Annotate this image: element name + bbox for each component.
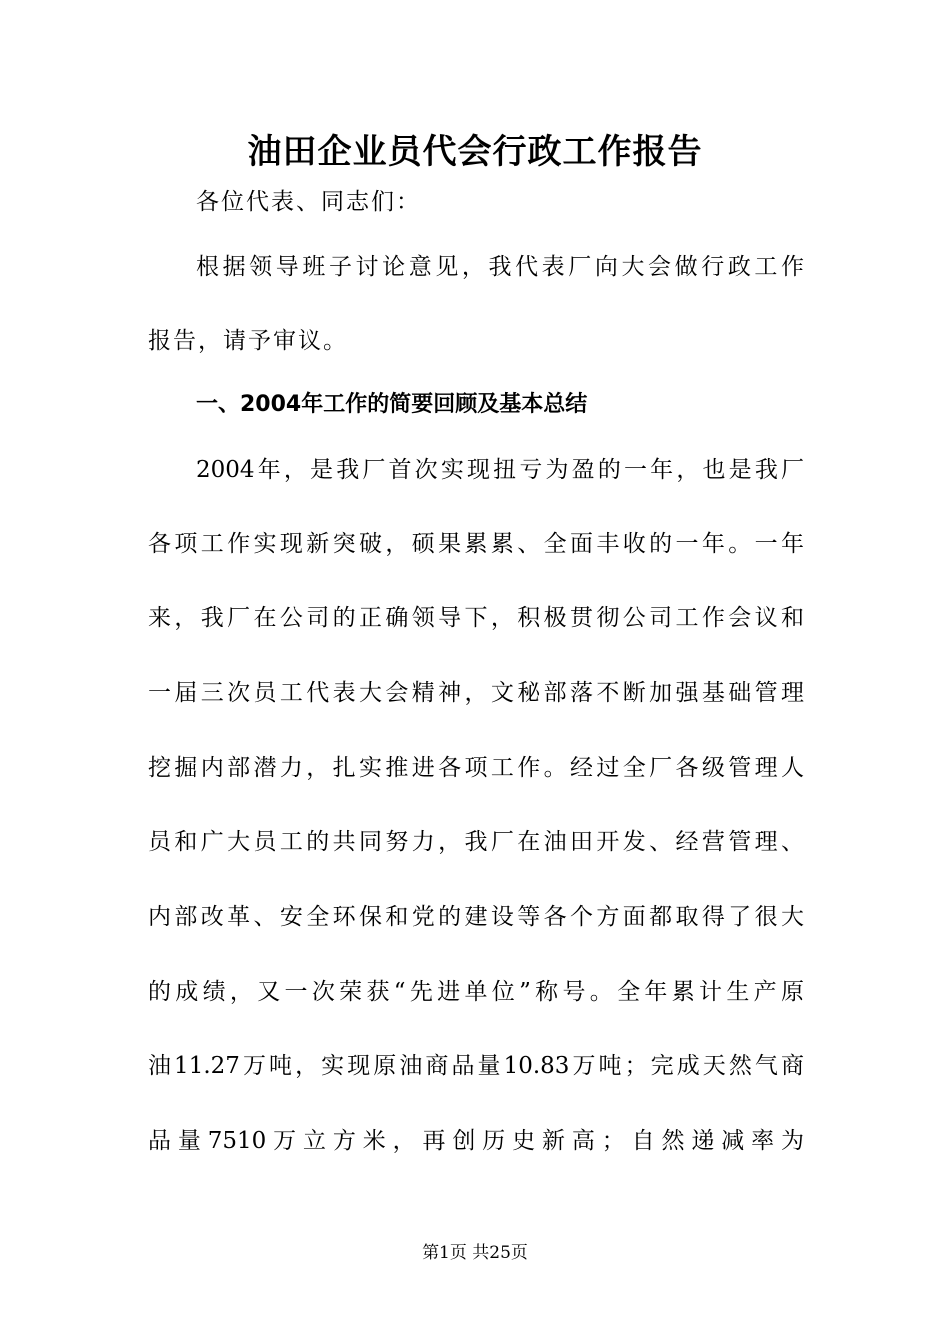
body-line: 品量7510万立方米，再创历史新高；自然递减率为 xyxy=(148,1128,804,1154)
intro-line-2: 报告，请予审议。 xyxy=(148,328,348,354)
body-line: 来，我厂在公司的正确领导下，积极贯彻公司工作会议和 xyxy=(148,605,804,631)
body-line: 的成绩，又一次荣获“先进单位”称号。全年累计生产原 xyxy=(148,979,804,1005)
body-line: 内部改革、安全环保和党的建设等各个方面都取得了很大 xyxy=(148,904,804,930)
intro-line-1: 根据领导班子讨论意见，我代表厂向大会做行政工作 xyxy=(196,254,804,280)
body-line: 挖掘内部潜力，扎实推进各项工作。经过全厂各级管理人 xyxy=(148,755,804,781)
page-number: 第1页 共25页 xyxy=(422,1243,528,1263)
body-line: 员和广大员工的共同努力，我厂在油田开发、经营管理、 xyxy=(148,829,804,855)
greeting: 各位代表、同志们： xyxy=(196,189,421,215)
body-line: 一届三次员工代表大会精神，文秘部落不断加强基础管理 xyxy=(148,680,804,706)
document-title: 油田企业员代会行政工作报告 xyxy=(247,132,703,172)
body-line: 2004年，是我厂首次实现扭亏为盈的一年，也是我厂 xyxy=(196,457,804,483)
section-heading: 一、2004年工作的简要回顾及基本总结 xyxy=(196,392,588,417)
body-line: 各项工作实现新突破，硕果累累、全面丰收的一年。一年 xyxy=(148,531,804,557)
body-line: 油11.27万吨，实现原油商品量10.83万吨；完成天然气商 xyxy=(148,1053,804,1079)
